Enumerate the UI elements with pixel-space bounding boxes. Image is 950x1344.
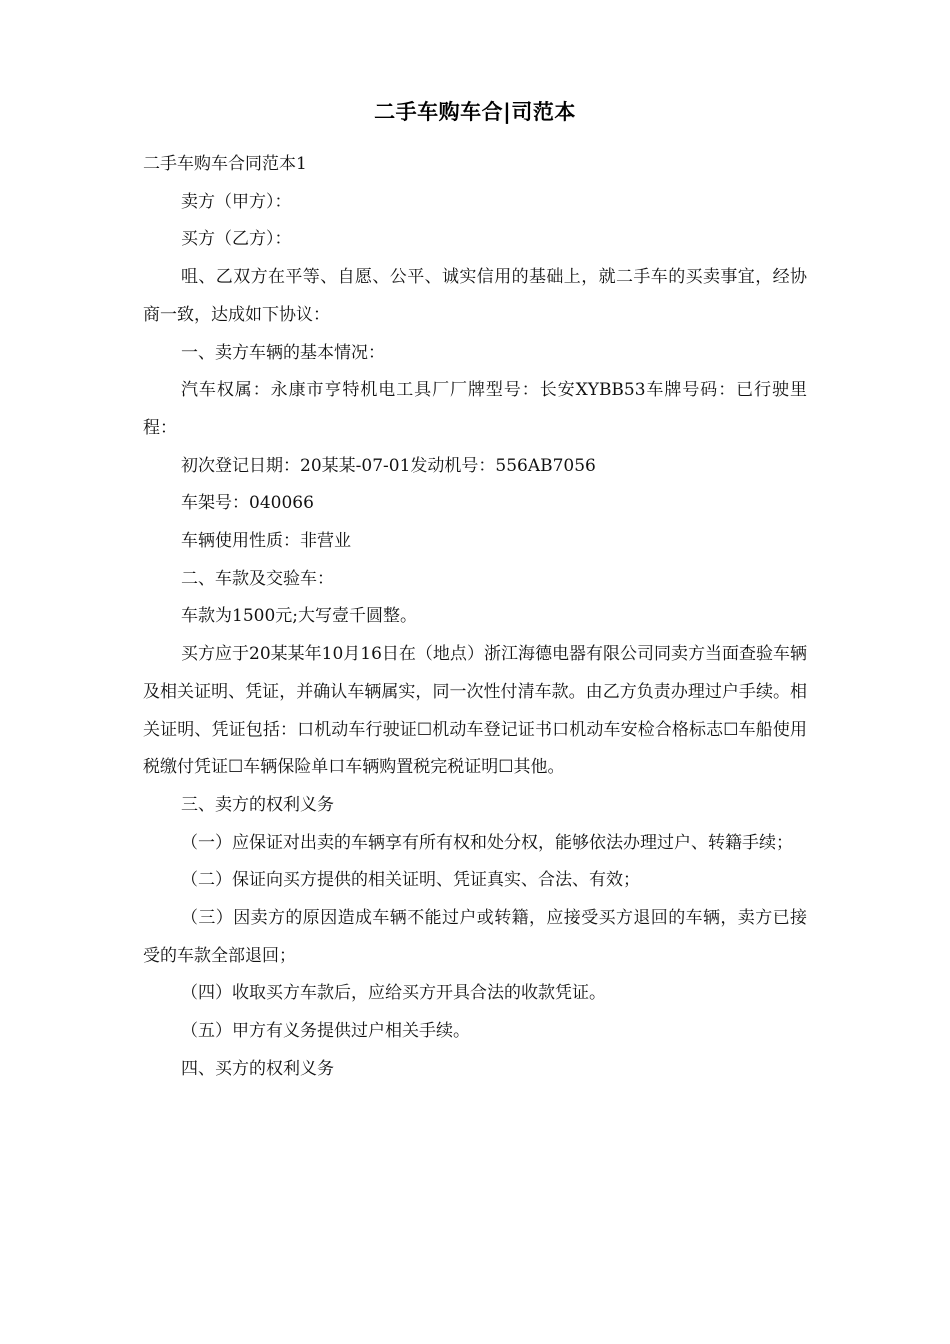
section-heading-buyer-duties: 四、买方的权利义务: [181, 1058, 334, 1079]
paragraph-duty-1: （一）应保证对出卖的车辆享有所有权和处分权，能够依法办理过户、转籍手续；: [181, 832, 793, 853]
paragraph-inspection: 买方应于20某某年10月16日在（地点）浙江海德电器有限公司同卖方当面查验车辆及相关证明、凭证，并确认车辆属实，同一次性付清车款。由乙方负责办理过户手续。相关证明、凭证包括：口机动车行驶证☐机动车登记证书口机动车安检合格标志☐车船使用税缴付凭证☐车辆保险单口车辆购置税完税证明☐其他。: [143, 644, 807, 778]
paragraph-vin: 车架号：040066: [181, 493, 314, 514]
paragraph-template-heading: 二手车购车合同范本1: [143, 154, 307, 174]
paragraph-duty-3: （三）因卖方的原因造成车辆不能过户或转籍，应接受买方退回的车辆，卖方已接受的车款全部退回；: [143, 908, 807, 966]
paragraph-usage: 车辆使用性质：非营业: [181, 531, 351, 552]
document-title: 二手车购车合|司范本: [374, 100, 576, 124]
paragraph-duty-4: （四）收取买方车款后，应给买方开具合法的收款凭证。: [181, 983, 606, 1004]
paragraph-duty-5: （五）甲方有义务提供过户相关手续。: [181, 1021, 470, 1042]
paragraph-ownership: 汽车权属：永康市亨特机电工具厂厂牌型号：长安XYBB53车牌号码：已行驶里程：: [143, 380, 807, 438]
paragraph-preamble: 咀、乙双方在平等、自愿、公平、诚实信用的基础上，就二手车的买卖事宜，经协商一致，达成如下协议：: [143, 267, 807, 325]
document-body: [143, 146, 807, 1089]
paragraph-registration-date: 初次登记日期：20某某-07-01发动机号：556AB7056: [181, 455, 596, 476]
paragraph-buyer: 买方（乙方）：: [181, 229, 292, 250]
section-heading-payment: 二、车款及交验车：: [181, 568, 334, 589]
paragraph-price: 车款为1500元;大写壹千圆整。: [181, 606, 417, 627]
section-heading-seller-duties: 三、卖方的权利义务: [181, 794, 334, 815]
paragraph-seller: 卖方（甲方）：: [181, 191, 292, 212]
paragraph-duty-2: （二）保证向买方提供的相关证明、凭证真实、合法、有效；: [181, 870, 640, 891]
section-heading-vehicle-info: 一、卖方车辆的基本情况：: [181, 342, 385, 363]
